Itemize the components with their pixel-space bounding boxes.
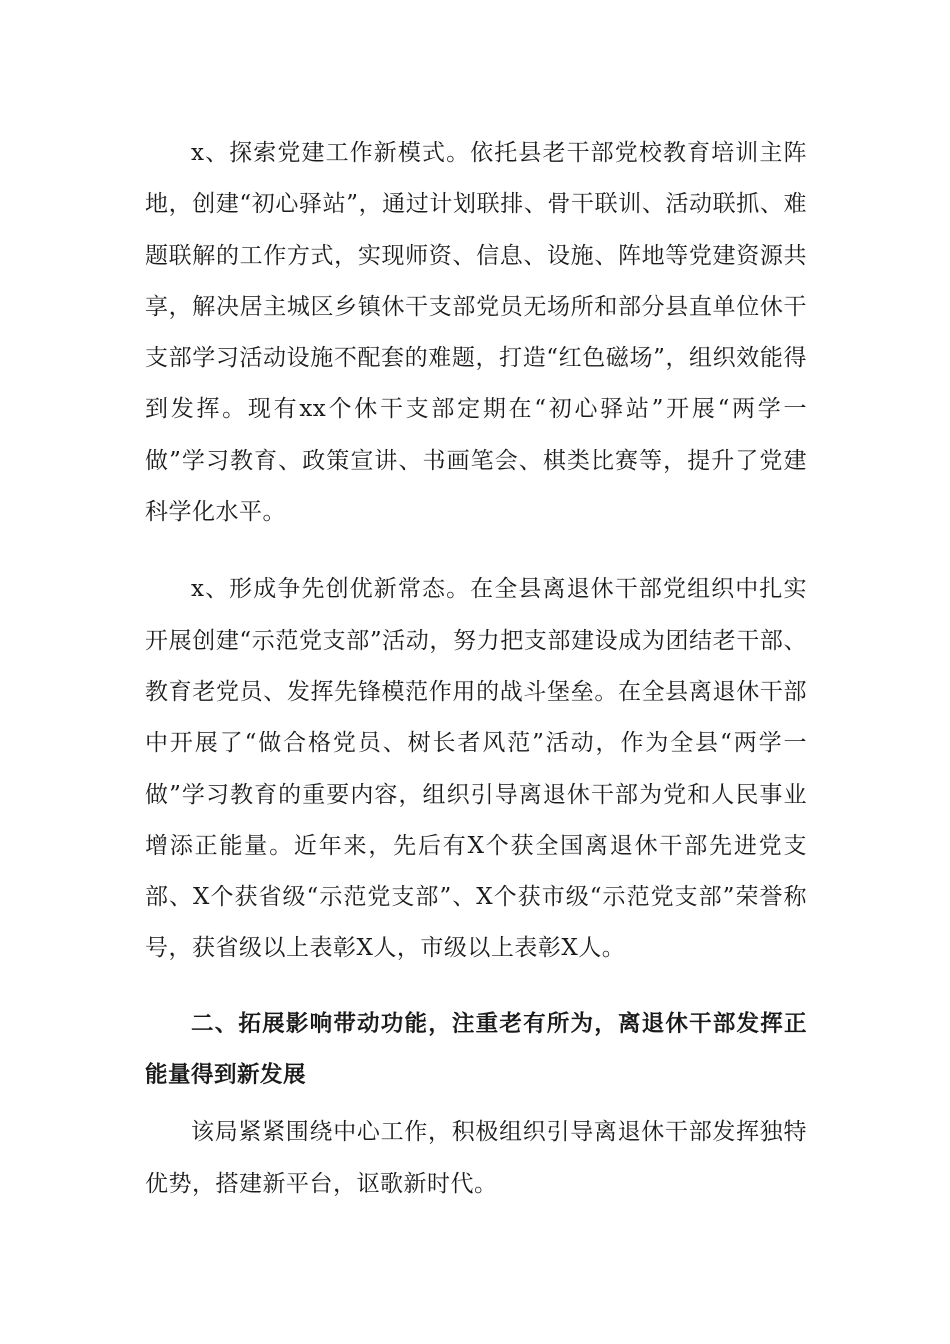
paragraph-closing: 该局紧紧围绕中心工作，积极组织引导离退休干部发挥独特优势，搭建新平台，讴歌新时代。 <box>145 1119 807 1197</box>
paragraph-party-building-model: x、探索党建工作新模式。依托县老干部党校教育培训主阵地，创建“初心驿站”，通过计划联排、骨干联训、活动联抓、难题联解的工作方式，实现师资、信息、设施、阵地等党建资源共享，解决居主城区乡镇休干支部党员无场所和部分县直单位休干支部学习活动设施不配套的难题，打造“红色磁场”，组织效能得到发挥。现有xx个休干支部定期在“初心驿站”开展“两学一做”学习教育、政策宣讲、书画笔会、棋类比赛等，提升了党建科学化水平。 <box>145 140 807 526</box>
document-body <box>145 128 807 1210</box>
section-heading: 二、拓展影响带动功能，注重老有所为，离退休干部发挥正能量得到新发展 <box>145 1010 807 1089</box>
paragraph-excellence-norm: x、形成争先创优新常态。在全县离退休干部党组织中扎实开展创建“示范党支部”活动，努力把支部建设成为团结老干部、教育老党员、发挥先锋模范作用的战斗堡垒。在全县离退休干部中开展了“做合格党员、树长者风范”活动，作为全县“两学一做”学习教育的重要内容，组织引导离退休干部为党和人民事业增添正能量。近年来，先后有X个获全国离退休干部先进党支部、X个获省级“示范党支部”、X个获市级“示范党支部”荣誉称号，获省级以上表彰X人，市级以上表彰X人。 <box>145 576 807 962</box>
